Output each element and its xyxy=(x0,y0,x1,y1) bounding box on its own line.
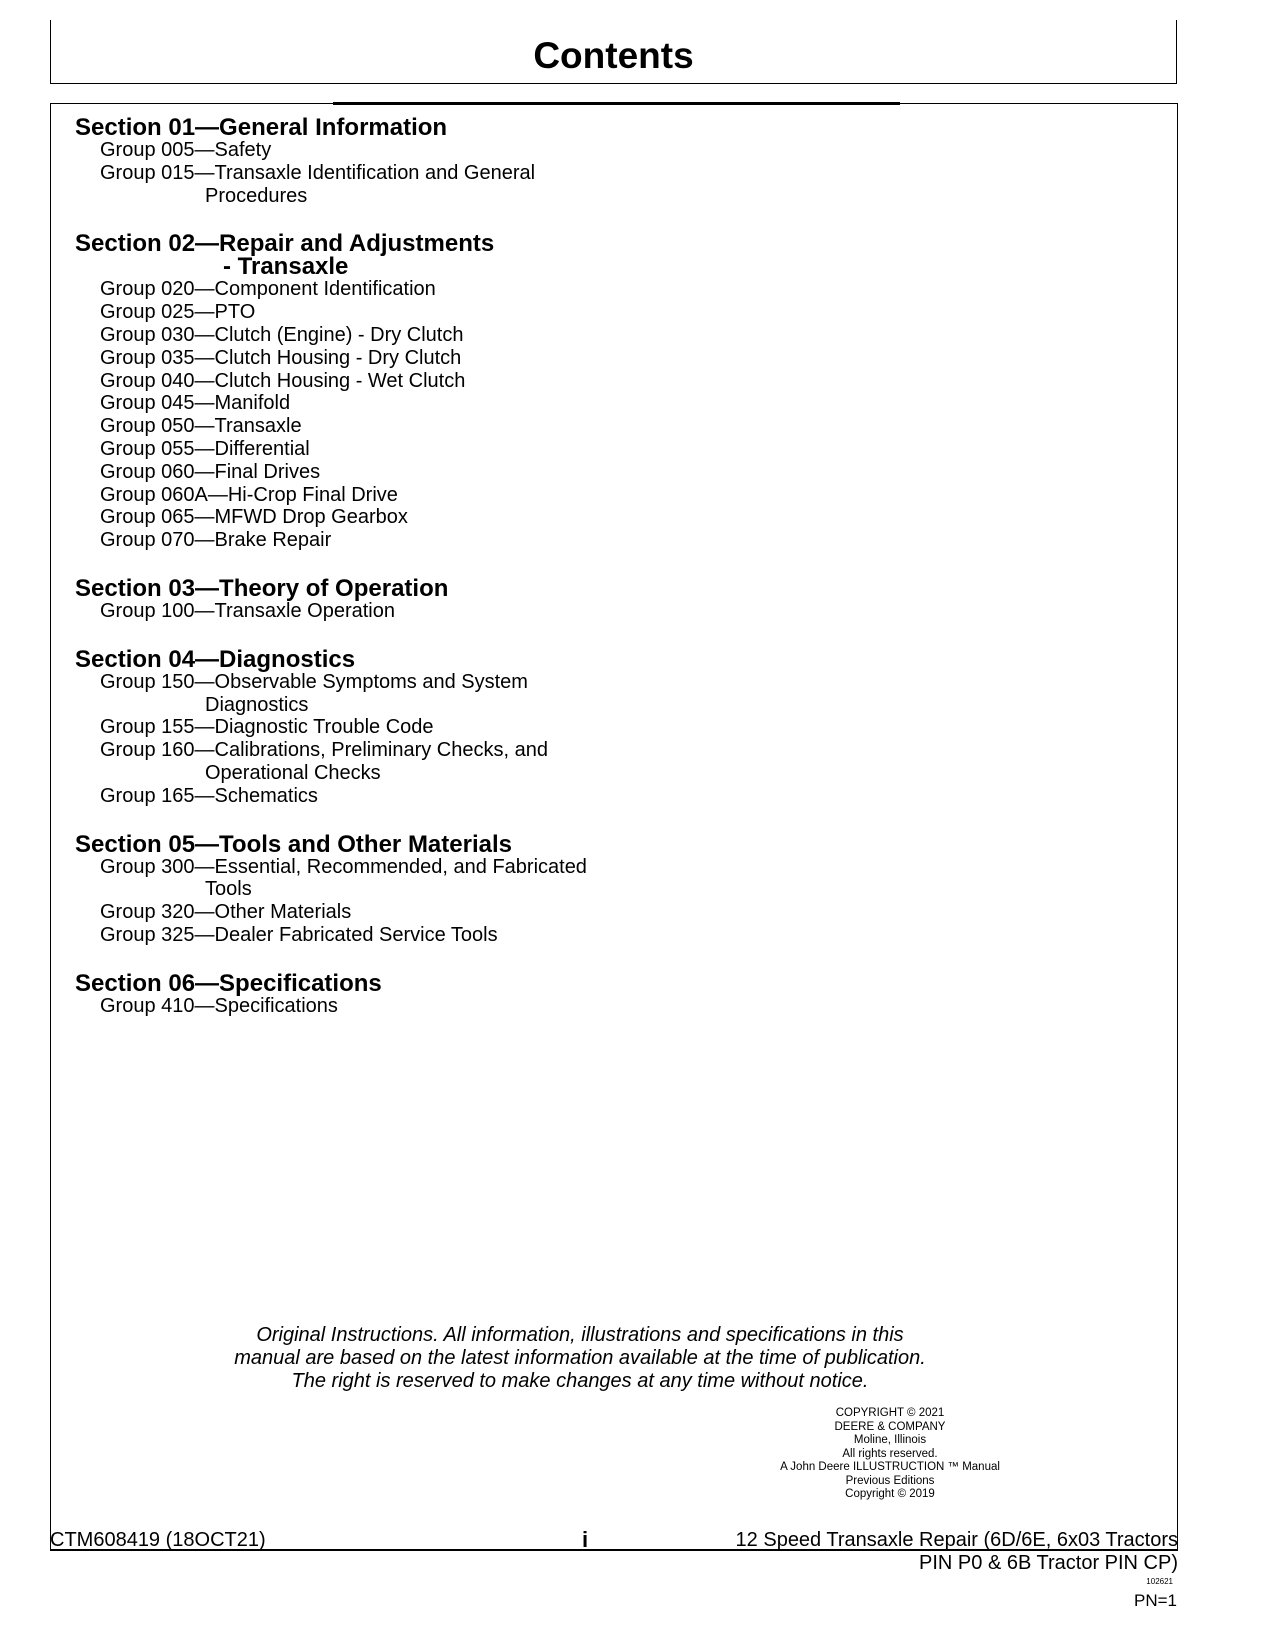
toc-section xyxy=(75,574,725,623)
original-instructions-notice xyxy=(200,1324,960,1393)
section-title[interactable] xyxy=(75,830,725,858)
section-title-text: Section 05—Tools and Other Materials xyxy=(75,830,512,858)
group-label-continuation: Diagnostics xyxy=(205,693,309,716)
toc-group-item[interactable] xyxy=(75,600,725,623)
toc-group-item[interactable] xyxy=(75,370,725,393)
toc-section xyxy=(75,830,725,947)
toc-group-item[interactable] xyxy=(75,856,725,902)
group-label: Group 030—Clutch (Engine) - Dry Clutch xyxy=(100,323,464,346)
notice-line: manual are based on the latest information available at the time of publication. xyxy=(234,1347,926,1369)
group-label: Group 150—Observable Symptoms and System xyxy=(100,670,528,693)
section-title-text: Section 02—Repair and Adjustments xyxy=(75,230,495,258)
group-label: Group 160—Calibrations, Preliminary Checks, and xyxy=(100,739,548,762)
copyright-line: DEERE & COMPANY xyxy=(834,1420,946,1433)
toc-group-item[interactable] xyxy=(75,139,725,162)
group-label: Group 410—Specifications xyxy=(100,994,338,1017)
notice-line: Original Instructions. All information, illustrations and specifications in this xyxy=(256,1324,904,1346)
copyright-block xyxy=(745,1407,1035,1502)
group-label-continuation: Operational Checks xyxy=(205,761,381,784)
page-title: Contents xyxy=(533,35,694,76)
toc-group-item[interactable] xyxy=(75,301,725,324)
group-label: Group 300—Essential, Recommended, and Fabricated xyxy=(100,855,587,878)
footer-page-number: i xyxy=(582,1527,589,1552)
group-label: Group 050—Transaxle xyxy=(100,415,302,438)
group-label: Group 040—Clutch Housing - Wet Clutch xyxy=(100,369,466,392)
copyright-line: All rights reserved. xyxy=(842,1447,938,1460)
toc-section xyxy=(75,645,725,808)
toc-group-item[interactable] xyxy=(75,461,725,484)
toc-group-item[interactable] xyxy=(75,901,725,924)
group-label: Group 055—Differential xyxy=(100,437,310,460)
notice-line: The right is reserved to make changes at any time without notice. xyxy=(291,1370,869,1392)
group-label: Group 060A—Hi-Crop Final Drive xyxy=(100,483,398,506)
group-label: Group 100—Transaxle Operation xyxy=(100,599,395,622)
header-frame xyxy=(50,20,1177,84)
group-label: Group 035—Clutch Housing - Dry Clutch xyxy=(100,346,462,369)
group-label: Group 015—Transaxle Identification and General xyxy=(100,161,536,184)
section-title-text: Section 04—Diagnostics xyxy=(75,645,356,673)
group-label: Group 070—Brake Repair xyxy=(100,529,332,552)
toc-section xyxy=(75,232,725,552)
toc-group-item[interactable] xyxy=(75,392,725,415)
toc-group-item[interactable] xyxy=(75,415,725,438)
toc-group-item[interactable] xyxy=(75,529,725,552)
footer-manual-title-line1: 12 Speed Transaxle Repair (6D/6E, 6x03 Tractors xyxy=(735,1529,1178,1551)
section-title[interactable] xyxy=(75,645,725,673)
footer-doc-id: CTM608419 (18OCT21) xyxy=(50,1529,266,1551)
copyright-line: COPYRIGHT © 2021 xyxy=(835,1407,945,1419)
top-accent-rule xyxy=(333,102,900,105)
group-label: Group 005—Safety xyxy=(100,139,272,161)
group-label: Group 320—Other Materials xyxy=(100,901,352,924)
toc-group-item[interactable] xyxy=(75,438,725,461)
toc-group-item[interactable] xyxy=(75,324,725,347)
toc-group-item[interactable] xyxy=(75,924,725,947)
group-label: Group 045—Manifold xyxy=(100,392,291,415)
toc-group-item[interactable] xyxy=(75,162,725,208)
toc-group-item[interactable] xyxy=(75,739,725,785)
group-label: Group 165—Schematics xyxy=(100,784,318,807)
toc-section xyxy=(75,116,725,207)
group-label-continuation: Procedures xyxy=(205,184,308,207)
section-title[interactable] xyxy=(75,230,725,281)
group-label: Group 060—Final Drives xyxy=(100,460,321,483)
toc-group-item[interactable] xyxy=(75,716,725,739)
copyright-line: Previous Editions xyxy=(845,1474,935,1487)
toc-group-item[interactable] xyxy=(75,278,725,301)
copyright-line: A John Deere ILLUSTRUCTION ™ Manual xyxy=(780,1461,1000,1473)
group-label: Group 020—Component Identification xyxy=(100,278,436,301)
group-label: Group 025—PTO xyxy=(100,301,256,324)
group-label-continuation: Tools xyxy=(205,878,252,901)
table-of-contents xyxy=(75,116,725,1043)
toc-section xyxy=(75,969,725,1018)
footer-pn: PN=1 xyxy=(1134,1591,1177,1610)
section-title-text: Section 01—General Information xyxy=(75,114,448,141)
toc-group-item[interactable] xyxy=(75,347,725,370)
group-label: Group 155—Diagnostic Trouble Code xyxy=(100,716,434,739)
toc-group-item[interactable] xyxy=(75,995,725,1018)
footer-code: 102621 xyxy=(1146,1577,1173,1586)
section-title[interactable] xyxy=(75,116,725,139)
toc-group-item[interactable] xyxy=(75,506,725,529)
toc-group-item[interactable] xyxy=(75,484,725,507)
copyright-line: Copyright © 2019 xyxy=(845,1488,935,1500)
section-title-text: Section 06—Specifications xyxy=(75,969,382,997)
section-title[interactable] xyxy=(75,969,725,997)
section-title-continuation: - Transaxle xyxy=(223,253,349,281)
copyright-line: Moline, Illinois xyxy=(853,1434,927,1446)
group-label: Group 325—Dealer Fabricated Service Tools xyxy=(100,923,498,946)
section-title-text: Section 03—Theory of Operation xyxy=(75,574,449,602)
group-label: Group 065—MFWD Drop Gearbox xyxy=(100,506,408,529)
toc-group-item[interactable] xyxy=(75,671,725,717)
section-title[interactable] xyxy=(75,574,725,602)
footer-manual-title-line2: PIN P0 & 6B Tractor PIN CP) xyxy=(919,1552,1178,1574)
toc-group-item[interactable] xyxy=(75,785,725,808)
